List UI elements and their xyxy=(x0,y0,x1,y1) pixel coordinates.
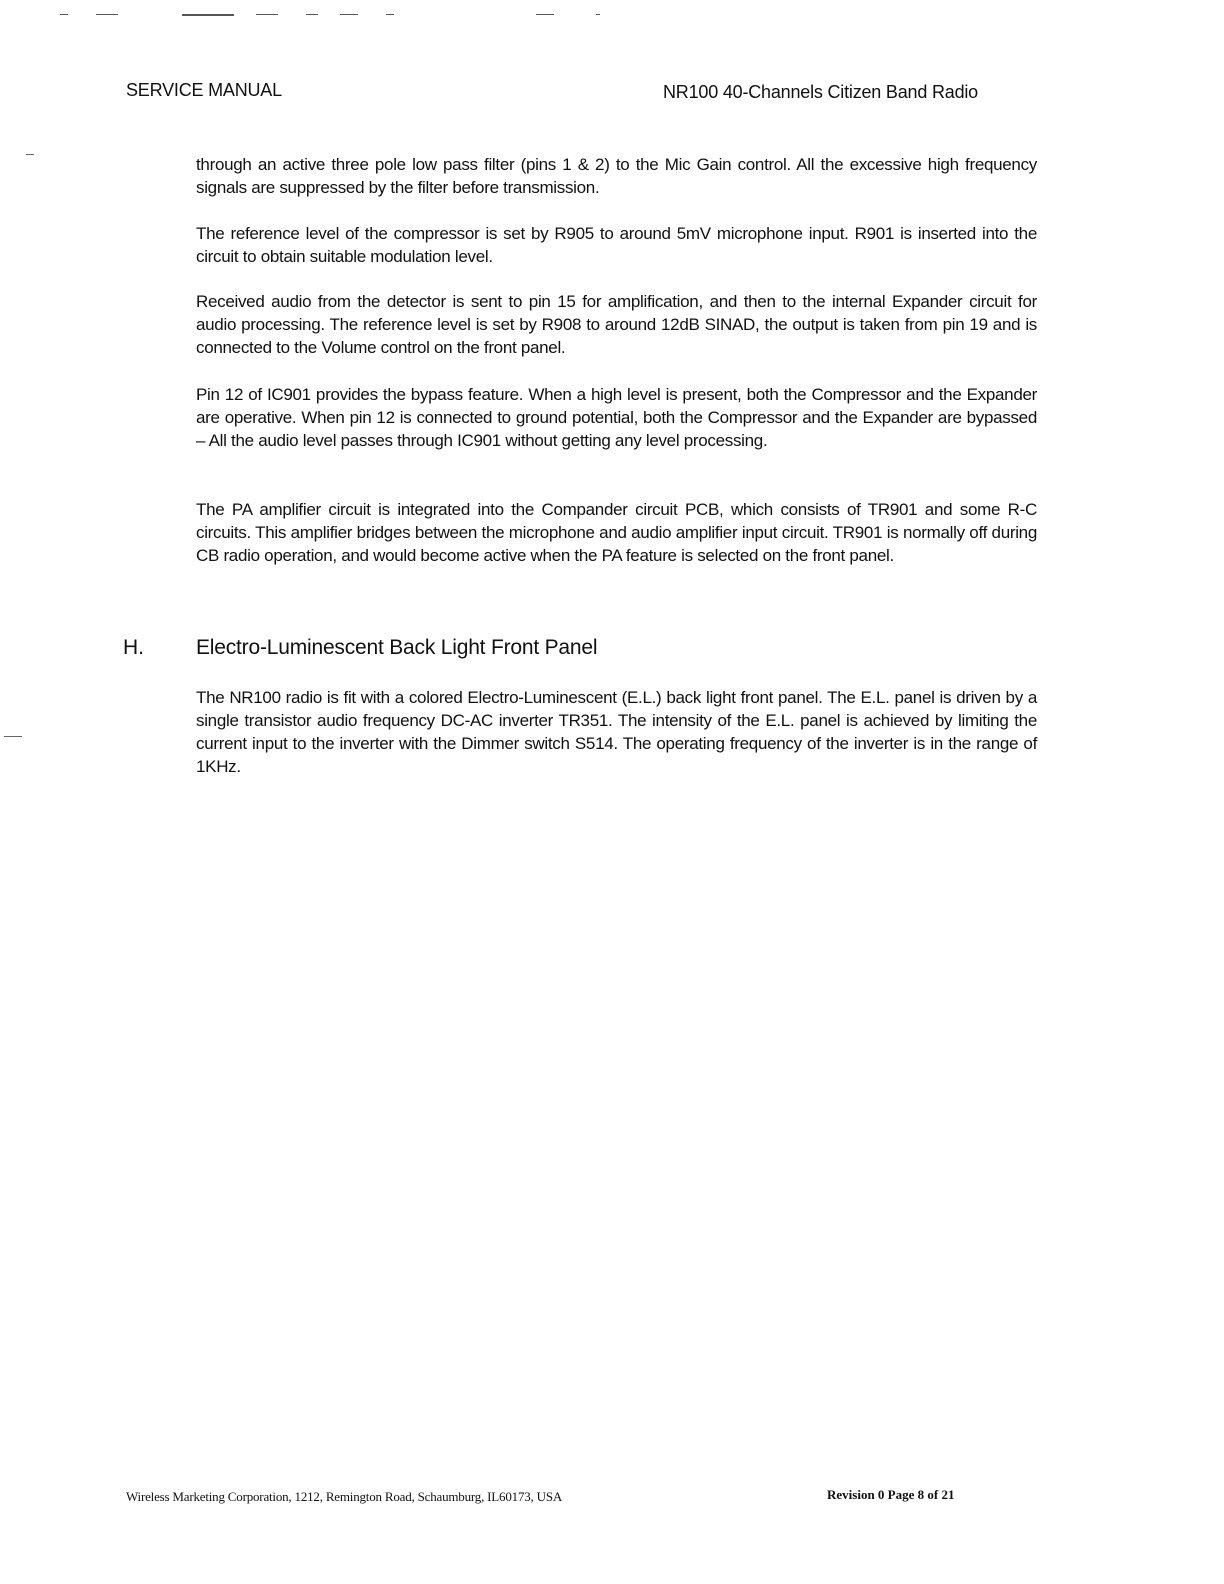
paragraph-received-audio: Received audio from the detector is sent to pin 15 for amplification, and then to the internal Expander circuit for audio processing. The reference level is set by R908 to around 12dB SINAD, the output is taken from pin 19 and is connected to the Volume control on the front panel. xyxy=(196,292,1037,357)
section-heading: Electro-Luminescent Back Light Front Panel xyxy=(196,636,598,659)
paragraph-bypass-feature: Pin 12 of IC901 provides the bypass feature. When a high level is present, both the Compressor and the Expander are operative. When pin 12 is connected to ground potential, both the Compressor and the Expander are bypassed – All the audio level passes through IC901 without getting any level processing. xyxy=(196,385,1037,450)
paragraph-compressor-reference: The reference level of the compressor is set by R905 to around 5mV microphone input. R901 is inserted into the circuit to obtain suitable modulation level. xyxy=(196,224,1037,266)
margin-mark xyxy=(4,736,22,737)
scan-artifact-marks xyxy=(60,14,620,18)
footer-company-address: Wireless Marketing Corporation, 1212, Remington Road, Schaumburg, IL60173, USA xyxy=(126,1489,563,1504)
footer-page-number: Revision 0 Page 8 of 21 xyxy=(827,1487,955,1502)
running-header-left: SERVICE MANUAL xyxy=(126,80,282,100)
running-header-right: NR100 40-Channels Citizen Band Radio xyxy=(663,82,978,102)
margin-mark xyxy=(26,154,34,155)
section-letter: H. xyxy=(123,636,144,659)
paragraph-pa-amplifier: The PA amplifier circuit is integrated into the Compander circuit PCB, which consists of TR901 and some R-C circuits. This amplifier bridges between the microphone and audio amplifier input circuit. TR901 is normally off during CB radio operation, and would become active when the PA feature is selected on the front panel. xyxy=(196,500,1037,565)
paragraph-el-panel: The NR100 radio is fit with a colored Electro-Luminescent (E.L.) back light front panel. The E.L. panel is driven by a single transistor audio frequency DC-AC inverter TR351. The intensity of the E.L. panel is achieved by limiting the current input to the inverter with the Dimmer switch S514. The operating frequency of the inverter is in the range of 1KHz. xyxy=(196,688,1037,776)
paragraph-mic-filter: through an active three pole low pass filter (pins 1 & 2) to the Mic Gain control. All the excessive high frequency signals are suppressed by the filter before transmission. xyxy=(196,155,1037,197)
